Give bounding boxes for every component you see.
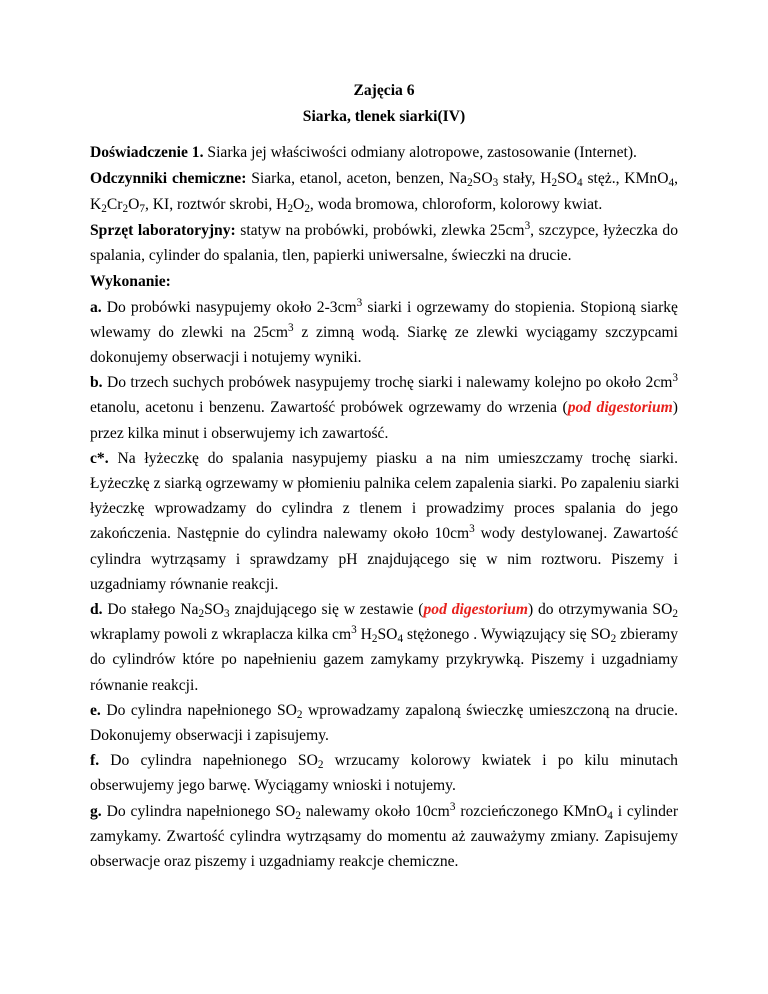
reagents-line-1: Odczynniki chemiczne: Siarka, etanol, aceton, benzen, $Na_2SO_3$ stały, $H_2SO_4$ stęż., KMnO$_4$,	[90, 169, 679, 190]
step-d-line-3: do cylindrów które po napełnieniu gazem zamykamy przykrywką. Piszemy i uzgadniamy	[90, 651, 678, 669]
reagents-line-2: $K_2Cr_2O_7$, KI, roztwór skrobi, $H_2O_2$, woda bromowa, chloroform, kolorowy kwiat.	[90, 196, 603, 216]
step-e-line-1: e. Do cylindra napełnionego $SO_2$ wprowadzamy zapaloną świeczkę umieszczoną na drucie.	[90, 701, 678, 721]
step-d-line-4: równanie reakcji.	[90, 676, 199, 694]
step-a-line-1: a. Do probówki nasypujemy około $2-3cm^3$ siarki i ogrzewamy do stopienia. Stopioną siarkę	[90, 296, 678, 316]
step-g-line-3: obserwacje oraz piszemy i uzgadniamy reakcje chemiczne.	[90, 853, 459, 870]
step-g-line-1: g. Do cylindra napełnionego $SO_2$ nalewamy około $10cm^3$ rozcieńczonego KMnO$_4$ i cylinder	[90, 800, 679, 822]
step-b-line-2: etanolu, acetonu i benzenu. Zawartość probówek ogrzewamy do wrzenia (pod digestorium)	[90, 399, 678, 417]
step-g-line-2: zamykamy. Zwartość cylindra wytrząsamy do momentu aż zauważymy zmiany. Zapisujemy	[90, 827, 678, 845]
step-a-line-3: dokonujemy obserwacji i notujemy wyniki.	[90, 348, 362, 366]
experiment-heading: Doświadczenie 1. Siarka jej właściwości odmiany alotropowe, zastosowanie (Internet).	[90, 143, 637, 161]
step-c-line-5: cylindra wytrząsamy i sprawdzamy pH znajdującego się w nim roztworu. Piszemy i	[90, 550, 678, 568]
step-c-line-4: zakończenia. Następnie do cylindra nalewamy około $10cm^3$ wody destylowanej. Zawartość	[90, 523, 678, 543]
step-d-line-1: d. Do stałego $Na_2SO_3$ znajdującego się w zestawie (pod digestorium) do otrzymywania $SO_2$	[90, 601, 678, 621]
step-a-line-2: wlewamy do zlewki na $25cm^3$ z zimną wodą. Siarkę ze zlewki wyciągamy szczypcami	[90, 321, 678, 341]
step-b-line-1: b. Do trzech suchych probówek nasypujemy trochę siarki i nalewamy kolejno po około $2cm^3$	[90, 371, 679, 392]
step-f-line-2: obserwujemy jego barwę. Wyciągamy wnioski i notujemy.	[90, 777, 456, 795]
fume-hood-highlight: pod digestorium	[423, 601, 528, 618]
step-c-line-3: łyżeczkę wprowadzamy do cylindra z tlenem i prowadzimy proces spalania do jego	[90, 500, 678, 518]
step-b-line-3: przez kilka minut i obserwujemy ich zawartość.	[90, 424, 389, 442]
step-c-line-1: c*. Na łyżeczkę do spalania nasypujemy piasku a na nim umieszczamy trochę siarki.	[90, 449, 678, 467]
equipment-line-2: spalania, cylinder do spalania, tlen, papierki uniwersalne, świeczki na drucie.	[90, 247, 572, 265]
page-subtitle: Siarka, tlenek siarki(IV)	[302, 108, 466, 126]
step-c-line-2: Łyżeczkę z siarką ogrzewamy w płomieniu palnika celem zapalenia siarki. Po zapaleniu siarki	[90, 475, 680, 492]
step-c-line-6: uzgadniamy równanie reakcji.	[90, 575, 279, 593]
step-d-line-2: wkraplamy powoli z wkraplacza kilka $cm^3$ $H_2SO_4$ stężonego . Wywiązujący się $SO_2$ zbieramy	[90, 624, 679, 646]
execution-heading: Wykonanie:	[90, 272, 171, 290]
page-title: Zajęcia 6	[353, 82, 415, 99]
step-e-line-2: Dokonujemy obserwacji i zapisujemy.	[90, 727, 329, 744]
step-f-line-1: f. Do cylindra napełnionego $SO_2$ wrzucamy kolorowy kwiatek i po kilu minutach	[90, 752, 678, 772]
fume-hood-highlight: pod digestorium	[567, 399, 673, 417]
equipment-line-1: Sprzęt laboratoryjny: statyw na probówki, probówki, zlewka $25cm^3$, szczypce, łyżeczka do	[90, 219, 678, 240]
